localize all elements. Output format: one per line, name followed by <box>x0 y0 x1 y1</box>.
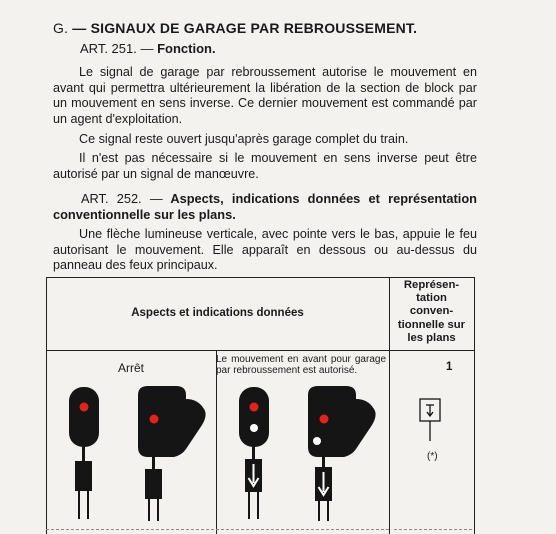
header-representation: Représen- tation conven- tionnelle sur les plans <box>397 279 466 344</box>
paragraph-2-container <box>53 132 477 148</box>
large-signal-arrow-icon <box>300 383 390 523</box>
representation-number: 1 <box>446 361 453 373</box>
conventional-representation-icon <box>416 397 446 443</box>
section-title: SIGNAUX DE GARAGE PAR REBROUSSEMENT. <box>90 20 418 36</box>
section-heading: G. — SIGNAUX DE GARAGE PAR REBROUSSEMENT. <box>53 20 418 36</box>
paragraph-1: Le signal de garage par rebroussement autorise le mouvement en avant qui permettra ultérieurement la libération de la section de block par un mouvement en sens inverse. Ce dernier mouvement est commandé par un agent d'exploitation. <box>53 65 477 126</box>
article-252-label: ART. 252. — <box>81 191 163 206</box>
section-letter: G. <box>53 20 69 36</box>
article-252-title: Aspects, indications données et représentation conventionnelle sur les plans. <box>53 191 477 222</box>
signal-table <box>46 277 474 534</box>
small-signal-red-icon <box>66 383 102 523</box>
table-header-divider <box>46 350 474 351</box>
paragraph-2: Ce signal reste ouvert jusqu'après garage complet du train. <box>79 132 409 146</box>
table-right-border <box>474 277 475 534</box>
paragraph-fleche: Une flèche lumineuse verticale, avec pointe vers le bas, appuie le feu autorisant le mouvement. Elle apparaît en dessous ou au-dessus du panneau des feux principaux. <box>53 227 477 273</box>
header-aspects: Aspects et indications données <box>131 307 304 319</box>
paragraph-1-container <box>53 65 477 127</box>
representation-note: (*) <box>427 451 438 462</box>
table-row-dashed-line <box>46 529 389 530</box>
article-252-heading <box>53 191 477 223</box>
article-251-heading <box>80 41 216 56</box>
cell-arret: Arrêt <box>118 361 145 375</box>
table-row-dashed-line-right <box>394 529 472 530</box>
cell-mouvement: Le mouvement en avant pour garage par rebroussement est autorisé. <box>216 354 386 376</box>
large-signal-red-icon <box>130 383 220 523</box>
article-251-label: ART. 251. — <box>80 41 154 56</box>
small-signal-arrow-icon <box>236 383 272 523</box>
paragraph-3-container <box>53 151 477 182</box>
paragraph-fleche-container <box>53 227 477 274</box>
article-251-title: Fonction. <box>157 41 216 56</box>
paragraph-3: Il n'est pas nécessaire si le mouvement en sens inverse peut être autorisé par un signal de manœuvre. <box>53 151 477 181</box>
